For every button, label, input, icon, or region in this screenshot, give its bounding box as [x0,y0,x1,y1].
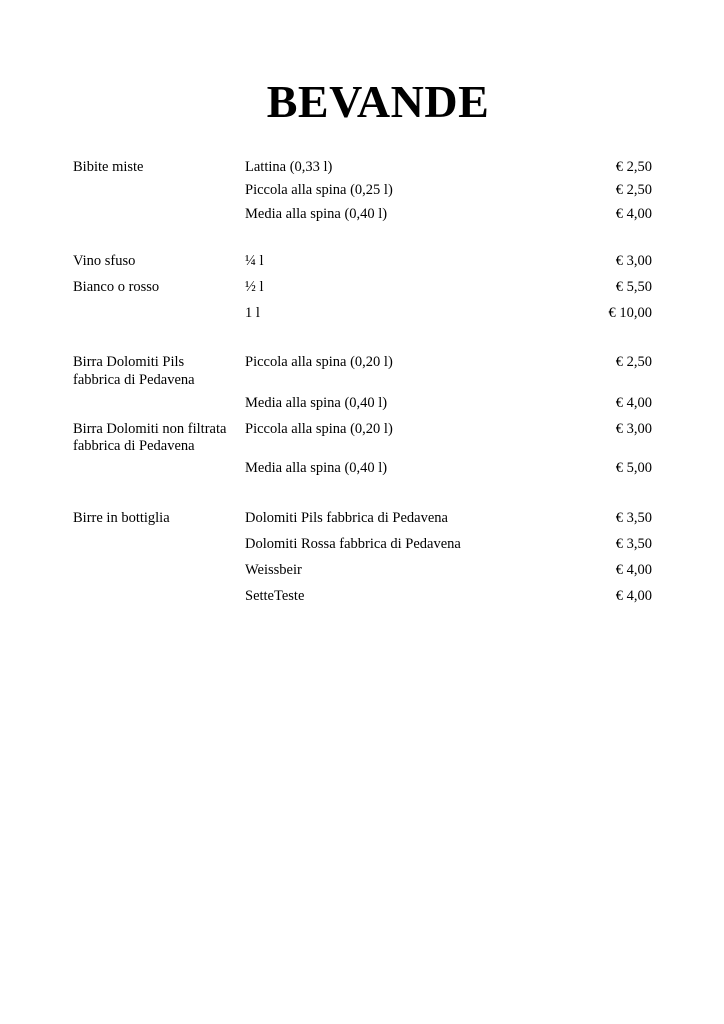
category-label: Birre in bottiglia [73,510,170,526]
price-label: € 2,50 [615,354,652,370]
item-label: Lattina (0,33 l) [245,159,333,175]
category-label: Birra Dolomiti non filtrata [73,421,227,437]
item-label: Media alla spina (0,40 l) [245,460,388,476]
price-label: € 4,00 [615,206,652,222]
category-label: Bibite miste [73,159,144,175]
price-label: € 3,00 [615,421,652,437]
item-label: Media alla spina (0,40 l) [245,206,388,222]
item-label: Dolomiti Rossa fabbrica di Pedavena [245,536,461,552]
price-label: € 2,50 [615,182,652,198]
price-label: € 4,00 [615,562,652,578]
price-label: € 3,50 [615,510,652,526]
category-label: Birra Dolomiti Pils [73,354,185,370]
price-label: € 2,50 [615,159,652,175]
item-label: Piccola alla spina (0,20 l) [245,421,393,437]
item-label: ½ l [245,279,264,295]
page-title: BEVANDE [266,76,490,127]
item-label: Media alla spina (0,40 l) [245,395,388,411]
item-label: Dolomiti Pils fabbrica di Pedavena [245,510,448,526]
item-label: SetteTeste [245,588,305,604]
price-label: € 5,00 [615,460,652,476]
item-label: Piccola alla spina (0,20 l) [245,354,393,370]
price-label: € 3,00 [615,253,652,269]
price-label: € 5,50 [615,279,652,295]
price-label: € 4,00 [615,588,652,604]
item-label: Piccola alla spina (0,25 l) [245,182,393,198]
item-label: 1 l [245,305,260,321]
price-label: € 10,00 [608,305,652,321]
category-sublabel: fabbrica di Pedavena [73,438,195,454]
category-sublabel: fabbrica di Pedavena [73,372,195,388]
item-label: ¼ l [245,253,264,269]
category-label: Bianco o rosso [73,279,160,295]
item-label: Weissbeir [245,562,302,578]
price-label: € 4,00 [615,395,652,411]
price-label: € 3,50 [615,536,652,552]
category-label: Vino sfuso [73,253,136,269]
